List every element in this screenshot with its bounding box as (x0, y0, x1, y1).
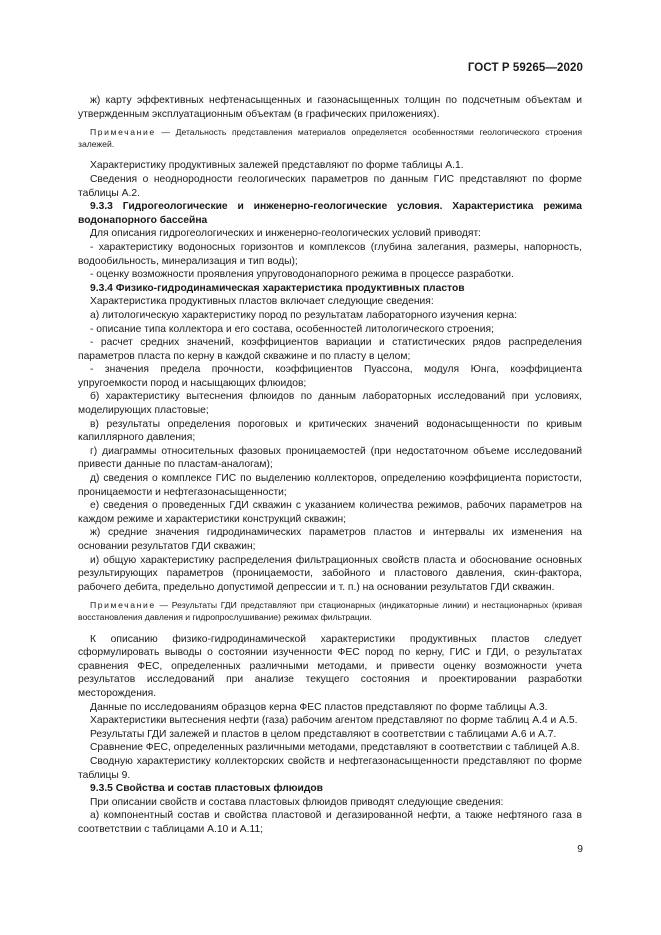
list-item: е) сведения о проведенных ГДИ скважин с указанием количества режимов, рабочих параметров на каждом режиме и характеристики конструкций скважин; (78, 500, 582, 525)
paragraph: Сведения о неоднородности геологических параметров по данным ГИС представляют по форме таблицы А.2. (78, 173, 582, 199)
paragraph: Характеристики вытеснения нефти (газа) рабочим агентом представляют по форме таблиц А.4 и А.5. (90, 715, 578, 727)
page-content (78, 94, 582, 836)
note-label: Примечание (90, 127, 156, 138)
page-number: 9 (577, 844, 583, 855)
list-item: д) сведения о комплексе ГИС по выделению коллекторов, определению коэффициента пористости, проницаемости и нефтегазонасыщенности; (78, 473, 582, 498)
paragraph: Сводную характеристику коллекторских свойств и нефтегазонасыщенности представляют по форме таблицы 9. (78, 755, 582, 781)
list-item: и) общую характеристику распределения фильтрационных свойств пласта и обоснование основных результирующих параметров (проницаемости, забойного и пластового давления, скин-фактора, рабочего дебита, предельно допустимой депрессии и т. п.) на основании результатов ГДИ скважин. (78, 554, 582, 593)
note (78, 600, 582, 623)
paragraph: Характеристику продуктивных залежей представляют по форме таблицы А.1. (90, 160, 464, 172)
paragraph: Результаты ГДИ залежей и пластов в целом представляют в соответствии с таблицами А.6 и А.7. (90, 728, 557, 740)
note (78, 127, 582, 150)
list-item: б) характеристику вытеснения флюидов по данным лабораторных исследований при условиях, моделирующих пластовые; (78, 391, 582, 417)
note-label: Примечание (90, 600, 156, 611)
section-heading-9-3-5: 9.3.5 Свойства и состав пластовых флюидов (90, 783, 324, 795)
list-item: - расчет средних значений, коэффициентов вариации и статистических рядов распределения параметров пласта по керну в каждой скважине и по пласту в целом; (78, 337, 582, 362)
list-item: - оценку возможности проявления упруговодонапорного режима в процессе разработки. (90, 269, 514, 281)
section-heading-9-3-4: 9.3.4 Физико-гидродинамическая характеристика продуктивных пластов (90, 282, 465, 294)
paragraph: Данные по исследованиям образцов керна ФЕС пластов представляют по форме таблицы А.3. (90, 701, 548, 713)
list-item: - значения предела прочности, коэффициентов Пуассона, модуля Юнга, коэффициента упругоемкости пород и насыщающих флюидов; (78, 364, 582, 389)
list-item: в) результаты определения пороговых и критических значений водонасыщенности по кривым капиллярного давления; (78, 418, 582, 444)
list-item: - характеристику водоносных горизонтов и комплексов (глубина залегания, размеры, напорность, водообильность, минерализация и тип воды); (78, 241, 582, 267)
paragraph: При описании свойств и состава пластовых флюидов приводят следующие сведения: (90, 796, 504, 808)
list-item: а) литологическую характеристику пород по результатам лабораторного изучения керна: (90, 309, 517, 321)
paragraph: Сравнение ФЕС, определенных различными методами, представляют в соответствии с таблицей А.8. (90, 742, 580, 754)
list-item: ж) средние значения гидродинамических параметров пластов и интервалы их изменения на основании результатов ГДИ скважин; (78, 527, 582, 552)
list-item: г) диаграммы относительных фазовых проницаемостей (при недостаточном объеме исследований привести данные по пластам-аналогам); (78, 445, 582, 471)
paragraph: Для описания гидрогеологических и инженерно-геологических условий приводят: (90, 228, 482, 240)
paragraph: ж) карту эффективных нефтенасыщенных и газонасыщенных толщин по подсчетным объектам и утвержденным эксплуатационным объектам (в графических приложениях). (78, 95, 582, 120)
list-item: - описание типа коллектора и его состава, особенностей литологического строения; (90, 323, 494, 335)
note-text: — Результаты ГДИ представляют при стационарных (индикаторные линии) и нестационарных (кривая восстановления давления и гидропрослушивание) режимах фильтрации. (78, 600, 582, 622)
section-heading-9-3-3: 9.3.3 Гидрогеологические и инженерно-геологические условия. Характеристика режима водонапорного бассейна (78, 201, 582, 226)
paragraph: К описанию физико-гидродинамической характеристики продуктивных пластов следует сформулировать выводы о состоянии изученности ФЕС пород по керну, ГИС и ГДИ, о результатах сравнения ФЕС, определенных различными методами, и привести оценку возможности учета результатов исследований при анализе текущего состояния и проектировании разработки месторождения. (78, 633, 582, 699)
document-id: ГОСТ Р 59265—2020 (467, 62, 583, 74)
note-text: — Детальность представления материалов определяется особенностями геологического строения залежей. (78, 127, 582, 149)
paragraph: Характеристика продуктивных пластов включает следующие сведения: (90, 296, 434, 308)
list-item: а) компонентный состав и свойства пластовой и дегазированной нефти, а также нефтяного газа в соответствии с таблицами А.10 и А.11; (78, 810, 582, 835)
